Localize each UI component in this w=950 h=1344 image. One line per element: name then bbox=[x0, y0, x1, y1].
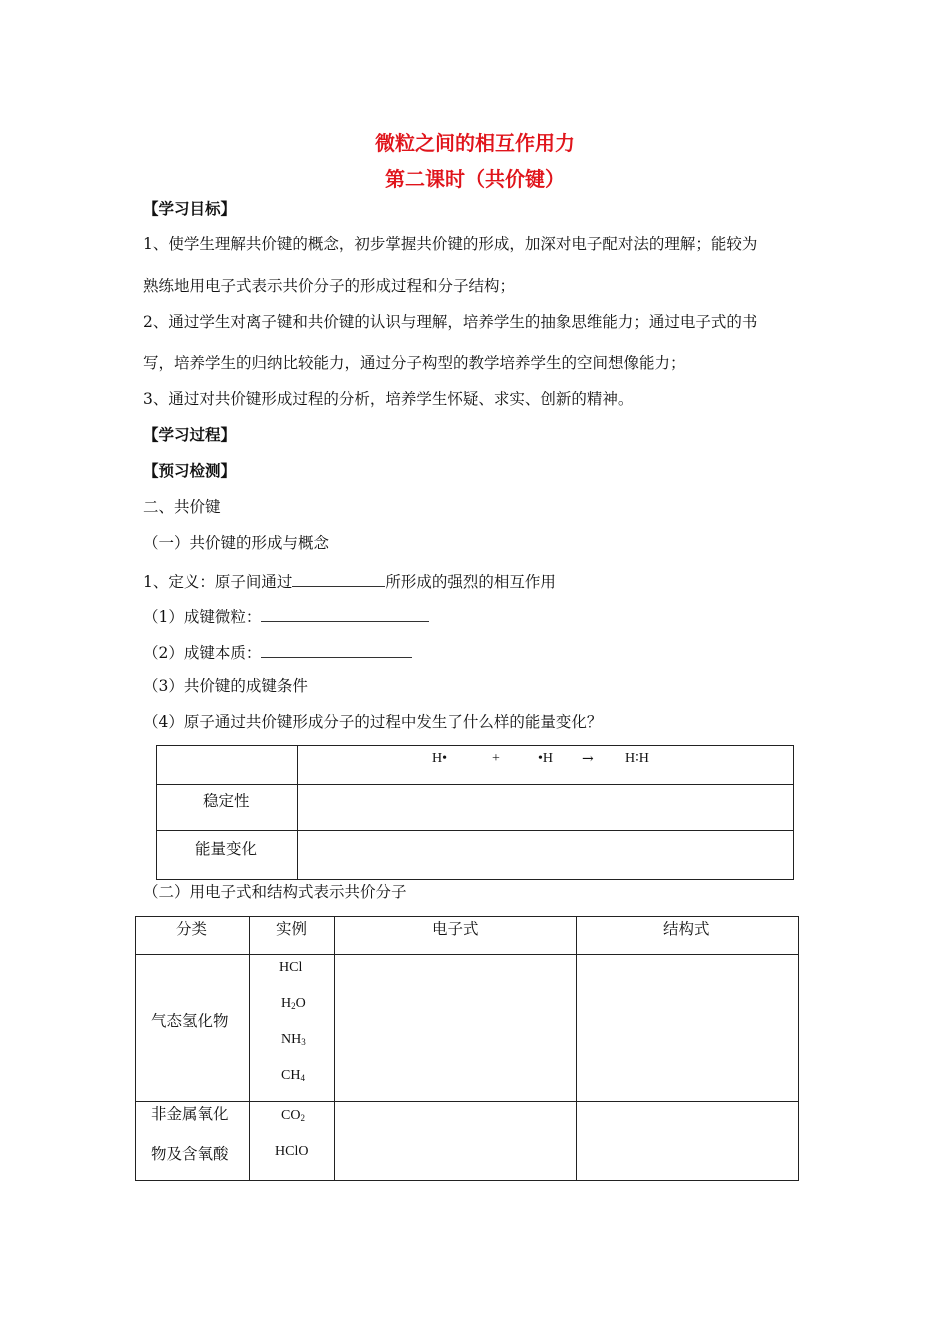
definition-line bbox=[143, 572, 556, 591]
preview-heading: 【预习检测】 bbox=[143, 462, 237, 480]
question-3: （3）共价键的成键条件 bbox=[143, 677, 308, 695]
example-formula: $H_2O$ bbox=[281, 996, 306, 1011]
equation-product: H∶H bbox=[625, 751, 649, 766]
category-hydrides: 气态氢化物 bbox=[151, 1012, 229, 1030]
page-title: 微粒之间的相互作用力 bbox=[375, 131, 575, 155]
energy-table-border bbox=[156, 745, 794, 880]
answer-blank-2[interactable] bbox=[261, 643, 412, 658]
question-2: （2）成键本质： bbox=[143, 644, 262, 662]
objective-line: 1、使学生理解共价键的概念，初步掌握共价键的形成，加深对电子配对法的理解；能较为 bbox=[143, 235, 758, 253]
table-divider bbox=[297, 745, 298, 880]
subsection-heading: （一）共价键的形成与概念 bbox=[143, 534, 330, 552]
question-line bbox=[143, 643, 412, 662]
table-divider bbox=[334, 916, 335, 1181]
question-1: （1）成键微粒： bbox=[143, 608, 262, 626]
equation-h-atom-left: H• bbox=[432, 751, 448, 766]
process-heading: 【学习过程】 bbox=[143, 426, 237, 444]
equation-plus: + bbox=[492, 751, 500, 766]
table-divider bbox=[576, 916, 577, 1181]
equation-h-atom-right: •H bbox=[538, 751, 554, 766]
header-example: 实例 bbox=[276, 920, 308, 938]
question-4: （4）原子通过共价键形成分子的过程中发生了什么样的能量变化？ bbox=[143, 713, 603, 731]
example-formula: HClO bbox=[275, 1144, 309, 1159]
objective-line: 3、通过对共价键形成过程的分析，培养学生怀疑、求实、创新的精神。 bbox=[143, 390, 634, 408]
table-divider bbox=[156, 830, 794, 831]
table-divider bbox=[135, 954, 799, 955]
table-divider bbox=[135, 1101, 799, 1102]
example-formula: $CO_2$ bbox=[281, 1108, 305, 1123]
definition-suffix: 所形成的强烈的相互作用 bbox=[385, 573, 556, 591]
equation-arrow: → bbox=[582, 751, 594, 767]
table-divider bbox=[249, 916, 250, 1181]
row-label-energy-change: 能量变化 bbox=[195, 840, 258, 858]
header-category: 分类 bbox=[176, 920, 208, 938]
category-oxides-line1: 非金属氧化 bbox=[151, 1105, 229, 1123]
objective-line: 2、通过学生对离子键和共价键的认识与理解，培养学生的抽象思维能力；通过电子式的书 bbox=[143, 313, 758, 331]
example-formula: HCl bbox=[279, 960, 303, 975]
page-subtitle: 第二课时（共价键） bbox=[385, 167, 565, 191]
header-structural-formula: 结构式 bbox=[663, 920, 710, 938]
molecule-table-border bbox=[135, 916, 799, 1181]
category-oxides-line2: 物及含氧酸 bbox=[151, 1145, 229, 1163]
question-line bbox=[143, 607, 429, 626]
objective-line: 熟练地用电子式表示共价分子的形成过程和分子结构； bbox=[143, 277, 516, 295]
objectives-heading: 【学习目标】 bbox=[143, 200, 237, 218]
subsection-heading-2: （二）用电子式和结构式表示共价分子 bbox=[143, 883, 407, 901]
header-electron-formula: 电子式 bbox=[432, 920, 479, 938]
section-heading: 二、共价键 bbox=[143, 498, 221, 516]
row-label-stability: 稳定性 bbox=[203, 792, 250, 810]
definition-blank[interactable] bbox=[292, 572, 385, 587]
table-divider bbox=[156, 784, 794, 785]
objective-line: 写，培养学生的归纳比较能力，通过分子构型的教学培养学生的空间想像能力； bbox=[143, 354, 686, 372]
answer-blank-1[interactable] bbox=[261, 607, 429, 622]
example-formula: $CH_4$ bbox=[281, 1068, 305, 1083]
example-formula: $NH_3$ bbox=[281, 1032, 306, 1047]
definition-prefix: 1、定义：原子间通过 bbox=[143, 573, 293, 591]
